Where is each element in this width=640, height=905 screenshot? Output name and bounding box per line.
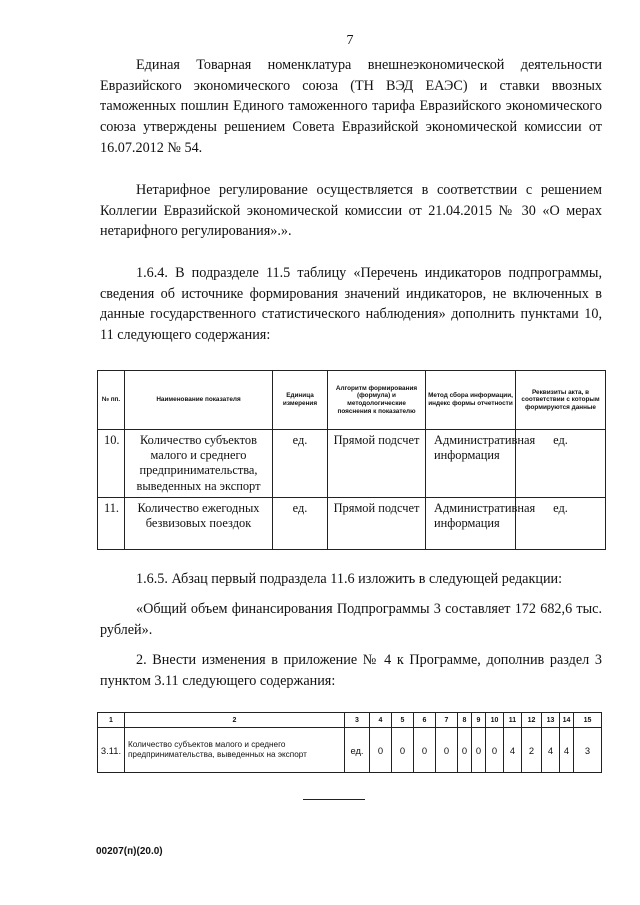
header-name: Наименование показателя	[125, 371, 273, 430]
row-act: ед.	[516, 430, 606, 498]
annex-header-cell: 10	[486, 713, 504, 728]
paragraph-1-6-5: 1.6.5. Абзац первый подраздела 11.6 изложить в следующей редакции:	[136, 571, 563, 587]
annex-value-cell: 4	[504, 728, 522, 773]
annex-value-cell: 4	[560, 728, 574, 773]
annex-value-cell: 4	[542, 728, 560, 773]
paragraph-tn-ved: Единая Товарная номенклатура внешнеэкономической деятельности Евразийского экономического союза (ТН ВЭД ЕАЭС) и ставки ввозных таможенных пошлин Единого таможенного тарифа Евразийского экономического союза утверждены решением Совета Евразийской экономической комиссии от 16.07.2012 № 54.	[100, 57, 602, 156]
annex-header-cell: 9	[472, 713, 486, 728]
separator-line	[303, 799, 365, 800]
annex-header-row	[98, 713, 602, 728]
annex-header-cell: 12	[522, 713, 542, 728]
row-name: Количество ежегодных безвизовых поездок	[125, 498, 273, 550]
header-method: Метод сбора информации, индекс формы отчетности	[426, 371, 516, 430]
row-act: ед.	[516, 498, 606, 550]
row-unit: ед.	[273, 498, 328, 550]
annex-value-cell: 0	[370, 728, 392, 773]
table-row	[98, 430, 606, 498]
row-num: 11.	[98, 498, 125, 550]
annex-header-cell: 4	[370, 713, 392, 728]
annex-header-cell: 8	[458, 713, 472, 728]
annex-value-cell: ед.	[345, 728, 370, 773]
table-row	[98, 498, 606, 550]
annex-value-cell: 0	[392, 728, 414, 773]
annex-data-row	[98, 728, 602, 773]
annex-row-num: 3.11.	[98, 728, 125, 773]
row-unit: ед.	[273, 430, 328, 498]
paragraph-financing: «Общий объем финансирования Подпрограммы 3 составляет 172 682,6 тыс. рублей».	[100, 601, 602, 638]
row-method: Административная информация	[426, 430, 516, 498]
annex-value-cell: 0	[486, 728, 504, 773]
annex-header-cell: 5	[392, 713, 414, 728]
annex-header-cell: 11	[504, 713, 522, 728]
indicators-table	[97, 370, 606, 550]
annex-value-cell: 3	[574, 728, 602, 773]
annex-value-cell: 0	[458, 728, 472, 773]
annex-row-name: Количество субъектов малого и среднего предпринимательства, выведенных на экспорт	[125, 728, 345, 773]
header-algorithm: Алгоритм формирования (формула) и методологические пояснения к показателю	[328, 371, 426, 430]
row-num: 10.	[98, 430, 125, 498]
annex-value-cell: 0	[414, 728, 436, 773]
annex-header-cell: 2	[125, 713, 345, 728]
paragraph-nontariff: Нетарифное регулирование осуществляется в соответствии с решением Коллегии Евразийской экономической комиссии от 21.04.2015 № 30 «О мерах нетарифного регулирования».».	[100, 182, 602, 240]
annex-value-cell: 0	[436, 728, 458, 773]
annex-header-cell: 6	[414, 713, 436, 728]
annex-header-cell: 14	[560, 713, 574, 728]
header-num: № пп.	[98, 371, 125, 430]
paragraph-annex: 2. Внести изменения в приложение № 4 к Программе, дополнив раздел 3 пунктом 3.11 следующего содержания:	[100, 652, 602, 689]
annex-header-cell: 3	[345, 713, 370, 728]
annex-value-cell: 2	[522, 728, 542, 773]
header-act: Реквизиты акта, в соответствии с которым формируются данные	[516, 371, 606, 430]
annex-header-cell: 1	[98, 713, 125, 728]
row-algorithm: Прямой подсчет	[328, 498, 426, 550]
row-algorithm: Прямой подсчет	[328, 430, 426, 498]
annex-header-cell: 15	[574, 713, 602, 728]
annex-header-cell: 7	[436, 713, 458, 728]
indicators-header-row	[98, 371, 606, 430]
paragraph-1-6-4: 1.6.4. В подразделе 11.5 таблицу «Перечень индикаторов подпрограммы, сведения об источнике формирования значений индикаторов, не включенных в данные государственного статистического наблюдения» дополнить пунктами 10, 11 следующего содержания:	[100, 265, 602, 344]
header-unit: Единица измерения	[273, 371, 328, 430]
row-method: Административная информация	[426, 498, 516, 550]
row-name: Количество субъектов малого и среднего предпринимательства, выведенных на экспорт	[125, 430, 273, 498]
annex-table	[97, 712, 602, 773]
annex-header-cell: 13	[542, 713, 560, 728]
page-number: 7	[346, 33, 354, 48]
annex-value-cell: 0	[472, 728, 486, 773]
document-code: 00207(п)(20.0)	[96, 846, 163, 857]
